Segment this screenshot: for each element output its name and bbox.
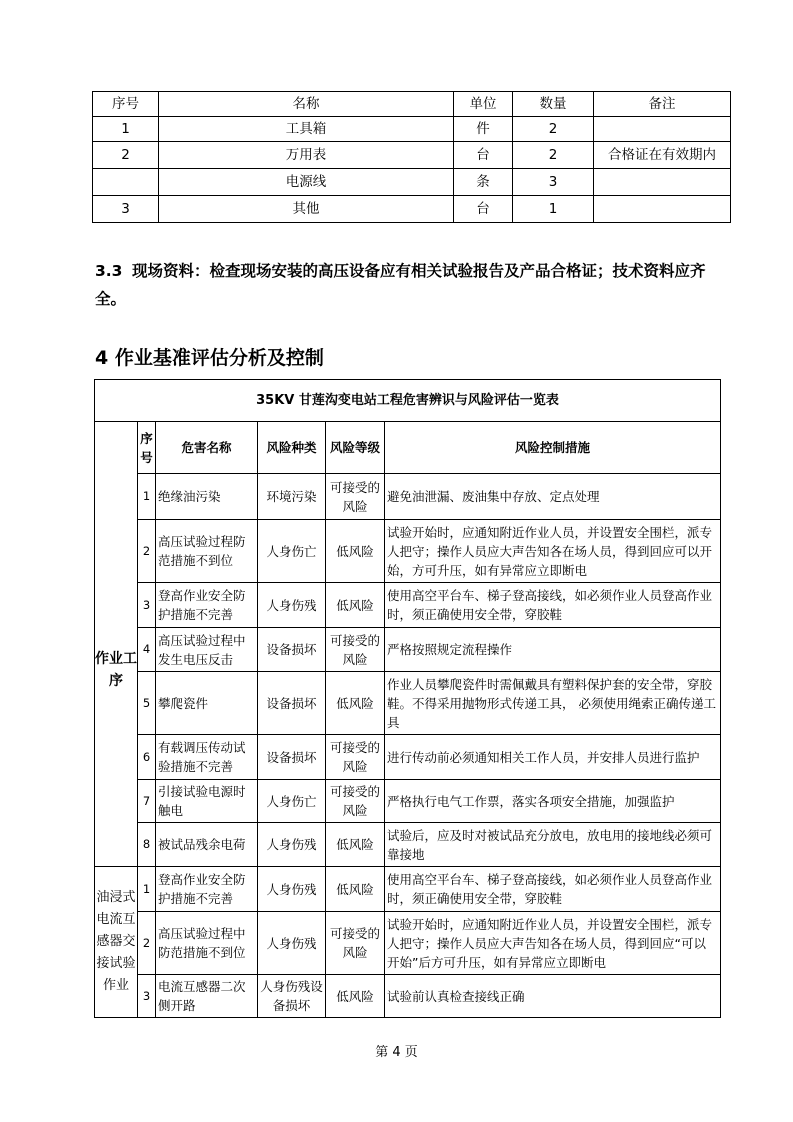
risk-cell-level: 可接受的风险	[326, 912, 385, 975]
risk-row	[95, 867, 721, 912]
risk-cell-index: 3	[138, 583, 156, 628]
risk-table-title: 35KV 甘莲沟变电站工程危害辨识与风险评估一览表	[95, 380, 721, 422]
tools-cell	[594, 196, 731, 223]
risk-cell-type: 人身伤亡	[258, 780, 326, 823]
tools-cell: 合格证在有效期内	[594, 142, 731, 169]
risk-row	[95, 823, 721, 867]
risk-cell-level: 可接受的风险	[326, 628, 385, 672]
risk-cell-hazard: 高压试验过程中防范措施不到位	[156, 912, 258, 975]
risk-cell-measure: 使用高空平台车、梯子登高接线，如必须作业人员登高作业时，须正确使用安全带，穿胶鞋	[385, 583, 721, 628]
section-3-3-paragraph	[95, 257, 725, 313]
risk-cell-measure: 进行传动前必须通知相关工作人员，并安排人员进行监护	[385, 735, 721, 780]
risk-cell-type: 人身伤残	[258, 912, 326, 975]
risk-cell-index: 1	[138, 474, 156, 520]
tools-header-cell: 名称	[159, 92, 454, 117]
risk-cell-measure: 试验开始时，应通知附近作业人员，并设置安全围栏，派专人把守；操作人员应大声告知各在场人员，得到回应“可以开始”后方可升压，如有异常应立即断电	[385, 912, 721, 975]
tools-header-row	[93, 92, 731, 117]
group-label: 作业工序	[95, 474, 138, 867]
risk-cell-index: 2	[138, 912, 156, 975]
tools-cell: 件	[454, 117, 513, 142]
tools-cell: 2	[513, 142, 594, 169]
risk-cell-hazard: 登高作业安全防护措施不完善	[156, 583, 258, 628]
tools-cell: 3	[93, 196, 159, 223]
risk-cell-index: 3	[138, 975, 156, 1018]
risk-cell-index: 2	[138, 520, 156, 583]
tools-cell: 工具箱	[159, 117, 454, 142]
risk-header-cell: 风险种类	[258, 422, 326, 474]
risk-cell-measure: 试验前认真检查接线正确	[385, 975, 721, 1018]
tools-cell: 万用表	[159, 142, 454, 169]
risk-cell-level: 可接受的风险	[326, 735, 385, 780]
tools-cell: 1	[93, 117, 159, 142]
risk-cell-level: 低风险	[326, 583, 385, 628]
risk-cell-hazard: 高压试验过程中发生电压反击	[156, 628, 258, 672]
risk-cell-measure: 严格执行电气工作票，落实各项安全措施，加强监护	[385, 780, 721, 823]
risk-cell-level: 低风险	[326, 867, 385, 912]
risk-header-cell: 风险等级	[326, 422, 385, 474]
risk-row	[95, 628, 721, 672]
tools-header-cell: 单位	[454, 92, 513, 117]
risk-cell-index: 8	[138, 823, 156, 867]
risk-cell-index: 4	[138, 628, 156, 672]
risk-cell-index: 7	[138, 780, 156, 823]
risk-cell-measure: 试验开始时，应通知附近作业人员，并设置安全围栏，派专人把守；操作人员应大声告知各在场人员，得到回应可以开始，方可升压，如有异常应立即断电	[385, 520, 721, 583]
risk-cell-hazard: 被试品残余电荷	[156, 823, 258, 867]
risk-cell-measure: 试验后，应及时对被试品充分放电，放电用的接地线必须可靠接地	[385, 823, 721, 867]
risk-cell-level: 可接受的风险	[326, 474, 385, 520]
risk-cell-type: 环境污染	[258, 474, 326, 520]
risk-cell-type: 人身伤残	[258, 583, 326, 628]
risk-cell-type: 人身伤亡	[258, 520, 326, 583]
risk-cell-type: 设备损坏	[258, 628, 326, 672]
risk-cell-measure: 使用高空平台车、梯子登高接线，如必须作业人员登高作业时，须正确使用安全带，穿胶鞋	[385, 867, 721, 912]
tools-cell: 其他	[159, 196, 454, 223]
risk-cell-level: 低风险	[326, 823, 385, 867]
tools-cell: 条	[454, 169, 513, 196]
tools-cell	[594, 117, 731, 142]
risk-row	[95, 672, 721, 735]
risk-cell-type: 人身伤残	[258, 867, 326, 912]
risk-cell-index: 5	[138, 672, 156, 735]
risk-row	[95, 583, 721, 628]
risk-cell-measure: 作业人员攀爬瓷件时需佩戴具有塑料保护套的安全带，穿胶鞋。不得采用抛物形式传递工具， 必须使用绳索正确传递工具	[385, 672, 721, 735]
risk-cell-type: 人身伤残	[258, 823, 326, 867]
risk-cell-level: 低风险	[326, 520, 385, 583]
risk-cell-hazard: 绝缘油污染	[156, 474, 258, 520]
section-text: 现场资料：检查现场安装的高压设备应有相关试验报告及产品合格证；技术资料应齐全。	[95, 262, 706, 308]
risk-cell-hazard: 攀爬瓷件	[156, 672, 258, 735]
risk-cell-hazard: 登高作业安全防护措施不完善	[156, 867, 258, 912]
risk-cell-type: 设备损坏	[258, 672, 326, 735]
risk-cell-level: 可接受的风险	[326, 780, 385, 823]
risk-row	[95, 912, 721, 975]
risk-header-cell: 危害名称	[156, 422, 258, 474]
tools-cell: 1	[513, 196, 594, 223]
risk-header-cell: 序号	[138, 422, 156, 474]
tools-row	[93, 169, 731, 196]
tools-row	[93, 196, 731, 223]
tools-cell: 3	[513, 169, 594, 196]
risk-row	[95, 780, 721, 823]
tools-cell	[93, 169, 159, 196]
group-label: 油浸式电流互感器交接试验作业	[95, 867, 138, 1018]
risk-header-row	[95, 422, 721, 474]
risk-row	[95, 474, 721, 520]
risk-cell-measure: 避免油泄漏、废油集中存放、定点处理	[385, 474, 721, 520]
risk-cell-type: 人身伤残设备损坏	[258, 975, 326, 1018]
tools-row	[93, 117, 731, 142]
section-4-heading: 4 作业基准评估分析及控制	[95, 347, 324, 369]
risk-header-cell: 风险控制措施	[385, 422, 721, 474]
page-number: 第 4 页	[375, 1045, 418, 1060]
tools-header-cell: 备注	[594, 92, 731, 117]
risk-table	[94, 379, 721, 1018]
tools-row	[93, 142, 731, 169]
risk-cell-hazard: 电流互感器二次侧开路	[156, 975, 258, 1018]
risk-row	[95, 735, 721, 780]
tools-cell: 台	[454, 196, 513, 223]
tools-table	[92, 91, 731, 223]
risk-cell-level: 低风险	[326, 975, 385, 1018]
risk-cell-type: 设备损坏	[258, 735, 326, 780]
risk-cell-measure: 严格按照规定流程操作	[385, 628, 721, 672]
section-number: 3.3	[95, 262, 123, 280]
risk-cell-level: 低风险	[326, 672, 385, 735]
risk-cell-index: 6	[138, 735, 156, 780]
risk-row	[95, 975, 721, 1018]
group-header-empty	[95, 422, 138, 474]
risk-cell-hazard: 有载调压传动试验措施不完善	[156, 735, 258, 780]
tools-cell: 2	[93, 142, 159, 169]
tools-cell: 电源线	[159, 169, 454, 196]
risk-title-row	[95, 380, 721, 422]
tools-header-cell: 数量	[513, 92, 594, 117]
tools-cell: 台	[454, 142, 513, 169]
risk-cell-hazard: 高压试验过程防范措施不到位	[156, 520, 258, 583]
tools-cell	[594, 169, 731, 196]
tools-cell: 2	[513, 117, 594, 142]
tools-header-cell: 序号	[93, 92, 159, 117]
risk-row	[95, 520, 721, 583]
risk-cell-hazard: 引接试验电源时触电	[156, 780, 258, 823]
risk-cell-index: 1	[138, 867, 156, 912]
